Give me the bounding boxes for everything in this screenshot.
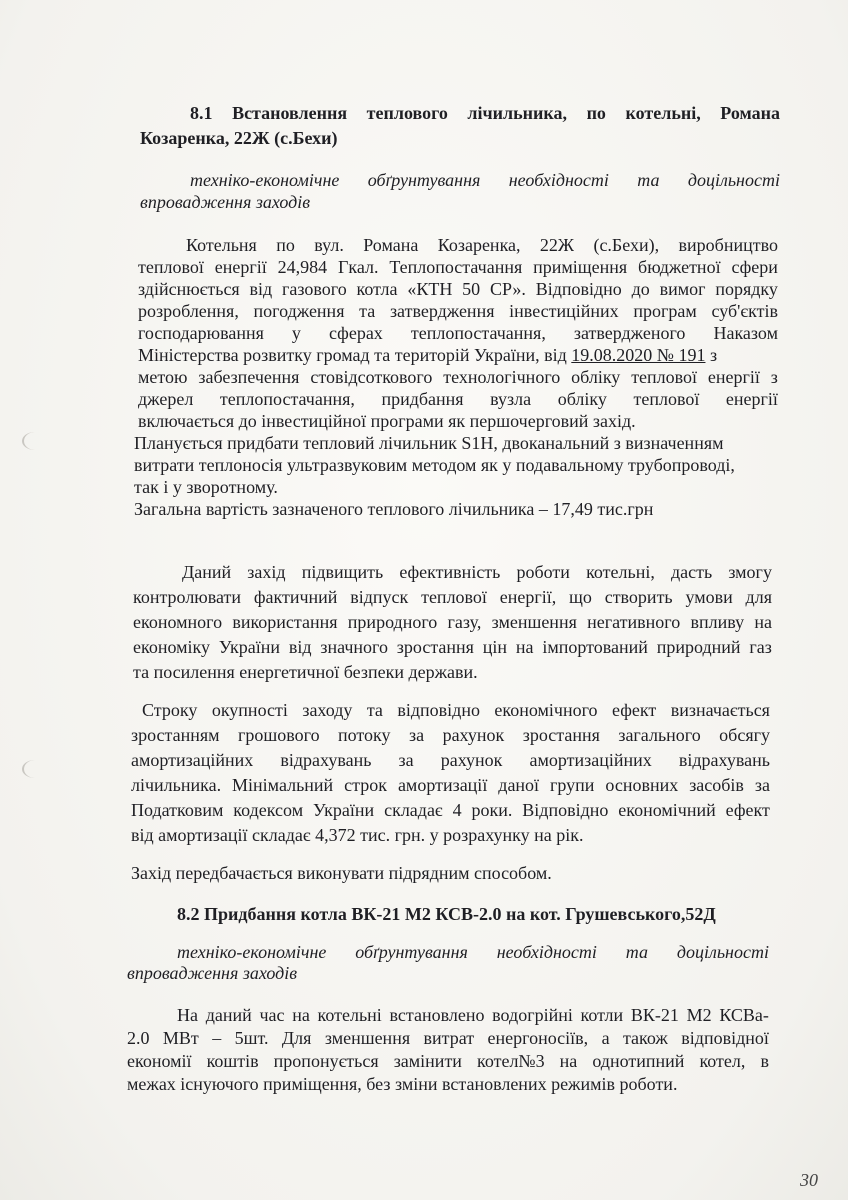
word: 8.1 — [190, 103, 213, 123]
word: у — [291, 323, 301, 343]
word: дасть — [670, 562, 713, 582]
word: котел, — [699, 1051, 746, 1071]
word: кодексом — [233, 800, 304, 820]
word: приміщення — [533, 257, 628, 277]
word: газу, — [447, 612, 482, 632]
word: доцільності — [687, 170, 780, 190]
word: України — [313, 800, 375, 820]
paragraph-line: межах існуючого приміщення, без зміни встановлених режимів роботи. — [127, 1074, 678, 1094]
word: а — [601, 1028, 610, 1048]
paragraph-line: Планується придбати тепловий лічильник S1H, двоканальний з визначенням — [134, 433, 724, 453]
word: енергоносіїв, — [487, 1028, 589, 1048]
word: за — [754, 775, 770, 795]
word: ефект — [612, 700, 657, 720]
word: лічильника. — [131, 775, 222, 795]
word: для — [745, 587, 772, 607]
word: грошового — [238, 725, 320, 745]
word: Романа — [363, 235, 419, 255]
word: та — [359, 301, 376, 321]
word: окупності — [211, 700, 288, 720]
word: водогрійні — [492, 1005, 573, 1025]
section-subtitle: впровадження заходів — [140, 192, 311, 212]
word: котельні, — [625, 103, 701, 123]
word: теплової — [631, 367, 698, 387]
word: Мінімальний — [232, 775, 334, 795]
word: витрат — [423, 1028, 475, 1048]
paragraph-line: від амортизації складає 4,372 тис. грн. у розрахунку на рік. — [131, 825, 584, 845]
order-reference: 19.08.2020 № 191 — [571, 345, 706, 365]
word: на — [515, 637, 534, 657]
section-heading: 8.2 Придбання котла ВК-21 М2 КСВ-2.0 на кот. Грушевського,52Д — [177, 904, 716, 924]
word: економічний — [618, 800, 716, 820]
word: імпортований — [542, 637, 648, 657]
word: Даний — [182, 562, 232, 582]
word: впливу — [690, 612, 745, 632]
paragraph-line — [133, 636, 772, 658]
word: погодження — [253, 301, 345, 321]
word: забезпечення — [198, 367, 300, 387]
word: сферах — [328, 323, 383, 343]
word: техніко-економічне — [190, 170, 340, 190]
section-heading: Козаренка, 22Ж (с.Бехи) — [140, 128, 338, 148]
word: на — [292, 1005, 310, 1025]
word: даний — [205, 1005, 252, 1025]
paragraph-line — [138, 278, 778, 300]
word: котельні, — [586, 562, 655, 582]
word: створить — [604, 587, 673, 607]
word: України — [218, 637, 280, 657]
word: порядку — [715, 279, 778, 299]
word: доцільності — [676, 942, 769, 962]
paragraph-line — [131, 774, 770, 796]
word: енергії — [707, 367, 760, 387]
word: суб'єктів — [711, 301, 778, 321]
paragraph-line — [133, 611, 772, 633]
word: в — [760, 1051, 769, 1071]
word: до — [631, 279, 650, 299]
word: пропонується — [273, 1051, 379, 1071]
paragraph-line — [142, 699, 770, 721]
word: строк — [344, 775, 387, 795]
paragraph-line: Захід передбачається виконувати підрядним способом. — [131, 863, 552, 883]
word: заходу — [302, 700, 353, 720]
word: та — [625, 942, 648, 962]
word: обґрунтування — [355, 942, 468, 962]
word: котли — [580, 1005, 624, 1025]
punch-hole-mark — [22, 432, 48, 450]
word: з — [770, 367, 778, 387]
word: за — [409, 725, 425, 745]
word: обліку — [557, 389, 607, 409]
word: від — [288, 637, 312, 657]
word: обґрунтування — [367, 170, 481, 190]
word: відповідної — [681, 1028, 769, 1048]
section-heading — [190, 102, 780, 124]
word: вимог — [659, 279, 706, 299]
paragraph-line — [138, 388, 778, 410]
word: СР». — [489, 279, 526, 299]
page-number: 30 — [800, 1170, 818, 1190]
word: також — [622, 1028, 668, 1048]
word: М2 — [686, 1005, 712, 1025]
word: Романа — [720, 103, 780, 123]
word: метою — [138, 367, 188, 387]
word: складає — [384, 800, 443, 820]
word: роки. — [471, 800, 513, 820]
word: теплової — [633, 389, 700, 409]
word: 22Ж — [539, 235, 575, 255]
word: На — [177, 1005, 198, 1025]
word: контролювати — [133, 587, 242, 607]
word: умови — [685, 587, 733, 607]
word: Наказом — [713, 323, 778, 343]
word: 24,984 — [277, 257, 328, 277]
word: затвердженого — [573, 323, 686, 343]
word: та — [637, 170, 660, 190]
word: групи — [550, 775, 595, 795]
word: МВт — [162, 1028, 199, 1048]
word: економного — [133, 612, 223, 632]
word: відпуск — [350, 587, 409, 607]
word: техніко-економічне — [177, 942, 327, 962]
word: стовідсоткового — [310, 367, 433, 387]
word: роботи — [516, 562, 570, 582]
word: Для — [281, 1028, 312, 1048]
word: відрахувань — [280, 750, 372, 770]
word: затвердження — [389, 301, 495, 321]
word: замінити — [393, 1051, 462, 1071]
word: встановлено — [389, 1005, 485, 1025]
word: теплового — [366, 103, 448, 123]
word: теплової — [138, 257, 204, 277]
word: фактичний — [253, 587, 338, 607]
word: потоку — [338, 725, 391, 745]
word: обсягу — [719, 725, 770, 745]
word: – — [212, 1028, 222, 1048]
paragraph-line — [127, 1050, 769, 1072]
paragraph-line — [186, 234, 778, 256]
word: зменшення — [324, 1028, 411, 1048]
word: засобів — [689, 775, 744, 795]
word: захід — [247, 562, 286, 582]
word: рахунок — [440, 750, 503, 770]
paragraph-line — [138, 344, 778, 366]
word: на — [754, 612, 772, 632]
word: ВК-21 — [630, 1005, 679, 1025]
word: бюджетної — [638, 257, 721, 277]
section-subtitle — [177, 941, 769, 963]
word: вузла — [490, 389, 532, 409]
word: Котельня — [186, 235, 257, 255]
word: зростанням — [131, 725, 220, 745]
word: КСВа- — [719, 1005, 769, 1025]
section-subtitle — [190, 169, 780, 191]
word: газ — [749, 637, 772, 657]
paragraph-line — [127, 1027, 769, 1049]
word: значного — [320, 637, 388, 657]
section-subtitle: впровадження заходів — [127, 963, 298, 983]
word: Відповідно — [522, 800, 609, 820]
paragraph-line: витрати теплоносія ультразвуковим методом як у подавальному трубопроводі, — [134, 455, 735, 475]
word: економіку — [133, 637, 210, 657]
word: за — [398, 750, 414, 770]
word: програм — [633, 301, 697, 321]
paragraph-line — [138, 256, 778, 278]
paragraph-line — [131, 799, 770, 821]
paragraph-line — [131, 749, 770, 771]
word: Відповідно — [535, 279, 622, 299]
word: вул. — [314, 235, 344, 255]
word: по — [586, 103, 606, 123]
word: виробництво — [678, 235, 778, 255]
word: економії — [127, 1051, 192, 1071]
word: газового — [282, 279, 347, 299]
paragraph-line — [138, 366, 778, 388]
word: Строку — [142, 700, 198, 720]
word: енергії — [214, 257, 267, 277]
paragraph-text: Міністерства розвитку громад та територій України, від — [138, 345, 567, 365]
word: ефективність — [399, 562, 501, 582]
word: котельні — [317, 1005, 382, 1025]
word: від — [249, 279, 273, 299]
word: енергії — [725, 389, 778, 409]
word: Податковим — [131, 800, 224, 820]
word: економічного — [494, 700, 598, 720]
word: зростання — [396, 637, 474, 657]
word: 5шт. — [234, 1028, 269, 1048]
word: 4 — [452, 800, 462, 820]
word: Теплопостачання — [389, 257, 523, 277]
word: відповідно — [397, 700, 480, 720]
word: «КТН — [407, 279, 453, 299]
word: енергії, — [499, 587, 557, 607]
word: однотипний — [592, 1051, 685, 1071]
word: інвестиційних — [509, 301, 619, 321]
word: змогу — [728, 562, 772, 582]
word: відрахувань — [678, 750, 770, 770]
word: 2.0 — [127, 1028, 150, 1048]
word: коштів — [206, 1051, 259, 1071]
word: Козаренка, — [437, 235, 521, 255]
word: 50 — [462, 279, 481, 299]
word: час — [259, 1005, 285, 1025]
word: цін — [482, 637, 508, 657]
paragraph-line: включається до інвестиційної програми як першочерговий захід. — [138, 411, 636, 431]
word: сфери — [731, 257, 778, 277]
word: джерел — [138, 389, 194, 409]
word: теплопостачання, — [219, 389, 355, 409]
cost-line: Загальна вартість зазначеного теплового лічильника – 17,49 тис.грн — [134, 499, 654, 519]
word: зменшення — [491, 612, 577, 632]
word: амортизації — [397, 775, 488, 795]
word: розроблення, — [138, 301, 239, 321]
word: рахунок — [442, 725, 505, 745]
paragraph-line — [131, 724, 770, 746]
word: Встановлення — [232, 103, 348, 123]
word: ефект — [725, 800, 770, 820]
word: та — [366, 700, 383, 720]
word: Гкал. — [337, 257, 379, 277]
paragraph-text: з — [709, 345, 718, 365]
word: по — [276, 235, 295, 255]
word: що — [569, 587, 592, 607]
word: котел№3 — [477, 1051, 545, 1071]
word: придбання — [381, 389, 464, 409]
word: необхідності — [496, 942, 597, 962]
word: підвищить — [301, 562, 384, 582]
word: (с.Бехи), — [593, 235, 660, 255]
word: загального — [618, 725, 701, 745]
word: необхідності — [508, 170, 609, 190]
word: негативного — [587, 612, 681, 632]
paragraph-line — [138, 300, 778, 322]
word: визначається — [670, 700, 770, 720]
paragraph-line: та посилення енергетичної безпеки держави. — [133, 662, 478, 682]
word: зростання — [522, 725, 600, 745]
word: обліку — [571, 367, 621, 387]
word: лічильника, — [467, 103, 567, 123]
paragraph-line — [133, 586, 772, 608]
word: господарювання — [138, 323, 264, 343]
word: даної — [498, 775, 540, 795]
paragraph-line — [138, 322, 778, 344]
word: технологічного — [443, 367, 561, 387]
word: котла — [356, 279, 398, 299]
punch-hole-mark — [22, 760, 48, 778]
word: теплопостачання, — [410, 323, 546, 343]
word: використання — [232, 612, 338, 632]
paragraph-line — [182, 561, 772, 583]
word: теплової — [421, 587, 487, 607]
paragraph-line — [177, 1004, 769, 1026]
paragraph-line: так і у зворотному. — [134, 477, 278, 497]
word: природного — [347, 612, 438, 632]
word: основних — [605, 775, 679, 795]
word: амортизаційних — [131, 750, 254, 770]
word: на — [559, 1051, 578, 1071]
word: амортизаційних — [529, 750, 652, 770]
word: здійснюється — [138, 279, 240, 299]
word: природний — [656, 637, 741, 657]
